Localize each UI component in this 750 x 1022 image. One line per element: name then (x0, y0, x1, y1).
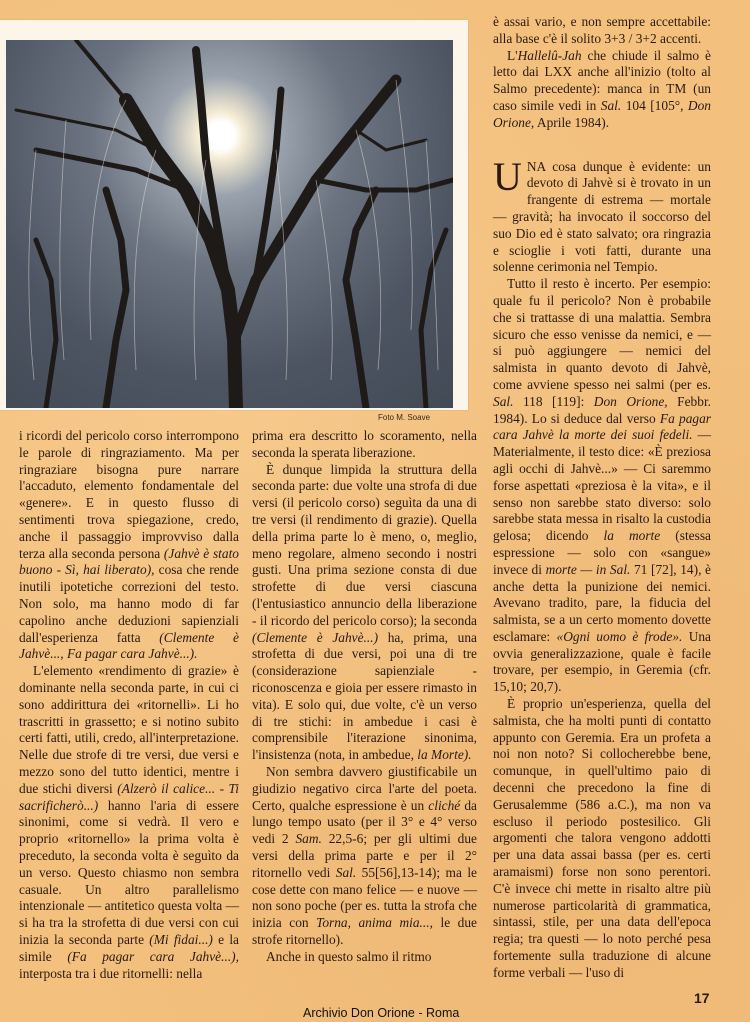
col2-paragraph-2: È dunque limpida la struttura della seconda parte: due volte una strofa di due versi (il pericolo corso) seguìta da una di tre versi (il rendimento di grazie). Quella della prima parte lo è meno, o, meglio, meno regolare, almeno secondo i nostri gusti. Una prima sezione consta di due strofette di due versi ciascuna (l'entusiastico annuncio della liberazione - il ricordo del pericolo corso); la seconda (Clemente è Jahvè...) ha, prima, una strofetta di due versi, poi una di tre (considerazione sapienziale - riconoscenza e gioia per essere rimasto in vita). E solo qui, due volte, c'è un verso di tre stichi: in ambedue i casi è comprensibile l'iterazione sinonima, l'insistenza (nota, in ambedue, la Morte). (252, 461, 478, 763)
tree-photo (6, 40, 453, 408)
photo-frame (0, 20, 468, 422)
col3-paragraph-1: è assai vario, e non sempre accettabile: alla base c'è il solito 3+3 / 3+2 accenti. (493, 14, 711, 46)
col3-paragraph-4: Tutto il resto è incerto. Per esempio: quale fu il pericolo? Non è probabile che si trattasse di una malattia. Sembra sicuro che esso venisse da nemici, e — si può aggiungere — nemici del salmista in quanto devoto di Jahvè, come avviene spesso nei salmi (per es. Sal. 118 [119]: Don Orione, Febbr. 1984). Lo si deduce dal verso Fa pagar cara Jahvè la morte dei suoi fedeli. — Materialmente, il testo dice: «È preziosa agli occhi di Jahvè...» — Ci saremmo forse aspettati «preziosa è la vita», e il senso non sarebbe stato diverso: solo sarebbe stata messa in risalto la custodia gelosa; dicendo la morte (stessa espressione — solo con «sangue» invece di morte — in Sal. 71 [72], 14), è anche detta la punizione dei nemici. Avevano tradito, pare, la fiducia del salmista, se a un certo momento dovette esclamare: «Ogni uomo è frode». Una ovvia generalizzazione, quale è facile trovare, per esempio, in Geremia (cfr. 15,10; 20,7). (493, 276, 712, 695)
col3-paragraph-3: UNA cosa dunque è evidente: un devoto di Jahvè si è trovato in un frangente di estrema — mortale — gravità; ha invocato il soccorso del suo Dio ed è stato salvato; ora ringrazia e scioglie i voti fatti, durante una solenne cerimonia nel Tempio. (493, 153, 711, 275)
section-spacer (493, 132, 711, 159)
col3-paragraph-2: L'Hallelû-Jah che chiude il salmo è letto dai LXX anche all'inizio (tolto al Salmo precedente): manca in TM (un caso simile vedi in Sal. 104 [105°, Don Orione, Aprile 1984). (493, 47, 711, 130)
text-column-1 (19, 428, 239, 982)
photo-caption: Foto M. Soave (378, 413, 431, 422)
col1-paragraph-2: L'elemento «rendimento di grazie» è dominante nella seconda parte, in cui ci sono addirittura dei «ritornelli». Li ho trascritti in grassetto; e si notino subito certi fatti, utili, credo, all'interpretazione. Nelle due strofe di tre versi, due versi e mezzo sono del tutto identici, mentre i due stichi diversi (Alzerò il calice... - Ti sacrificherò...) hanno l'aria di essere sinonimi, come si vedrà. Il vero e proprio «ritornello» la prima volta è preceduto, la seconda volta è seguìto da un verso. Questo chiasmo non sembra casuale. Un altro parallelismo intenzionale — antitetico questa volta — si ha tra la strofetta di due versi con cui inizia la seconda parte (Mi fidai...) e la simile (Fa pagar cara Jahvè...), interposta tra i due ritornelli: nella (19, 663, 239, 981)
text-column-2 (252, 428, 477, 966)
col2-paragraph-4: Anche in questo salmo il ritmo (266, 948, 432, 964)
col2-paragraph-1: prima era descritto lo scoramento, nella seconda la sperata liberazione. (252, 428, 477, 460)
col2-paragraph-3: Non sembra davvero giustificabile un giudizio negativo circa l'arte del poeta. Certo, qualche espressione è un cliché da lungo tempo usato (per il 3° e 4° verso vedi 2 Sam. 22,5-6; per gli ultimi due versi della prima parte e per il 2° ritornello vedi Sal. 55[56],13-14); ma le cose dette con mano felice — e nuove — non sono poche (per es. tutta la strofa che inizia con Torna, anima mia..., le due strofe ritornello). (252, 763, 477, 947)
col3-paragraph-5: È proprio un'esperienza, quella del salmista, che ha molti punti di contatto appunto con Geremia. Era un profeta a noi non noto? Si collocherebbe bene, comunque, in quell'ultimo paio di decenni che precedono la fine di Gerusalemme (586 a.C.), ma non va escluso il periodo postesilico. Gli argomenti che talora vengono addotti per una data assai bassa (per es. certi aramaismi) forse non sono perentori. C'è invece chi mette in risalto altre più numerose particolarità di grammatica, sintassi, stile, per una data dell'epoca regia; tra questi — lo noto perché pesa fortemente sulla traduzione di alcune forme verbali — l'uso di (493, 696, 711, 980)
tree-branches-drawing (6, 40, 453, 408)
col1-paragraph-1: i ricordi del pericolo corso interrompono le parole di ringraziamento. Ma per ringraziare bisogna pure narrare l'accaduto, elemento fondamentale del «genere». E in questo flusso di sentimenti trova spiegazione, credo, anche il passaggio improvviso dalla terza alla seconda persona (Jahvè è stato buono - Sì, hai liberato), cosa che rende inutili ipotetiche correzioni del testo. Non solo, ma hanno modo di far capolino anche deduzioni sapienziali dall'esperienza fatta (Clemente è Jahvè..., Fa pagar cara Jahvè...). (19, 428, 239, 662)
archive-footer: Archivio Don Orione - Roma (303, 1006, 460, 1020)
drop-cap: U (493, 153, 522, 199)
page-number: 17 (694, 990, 710, 1006)
text-column-3 (493, 14, 711, 982)
